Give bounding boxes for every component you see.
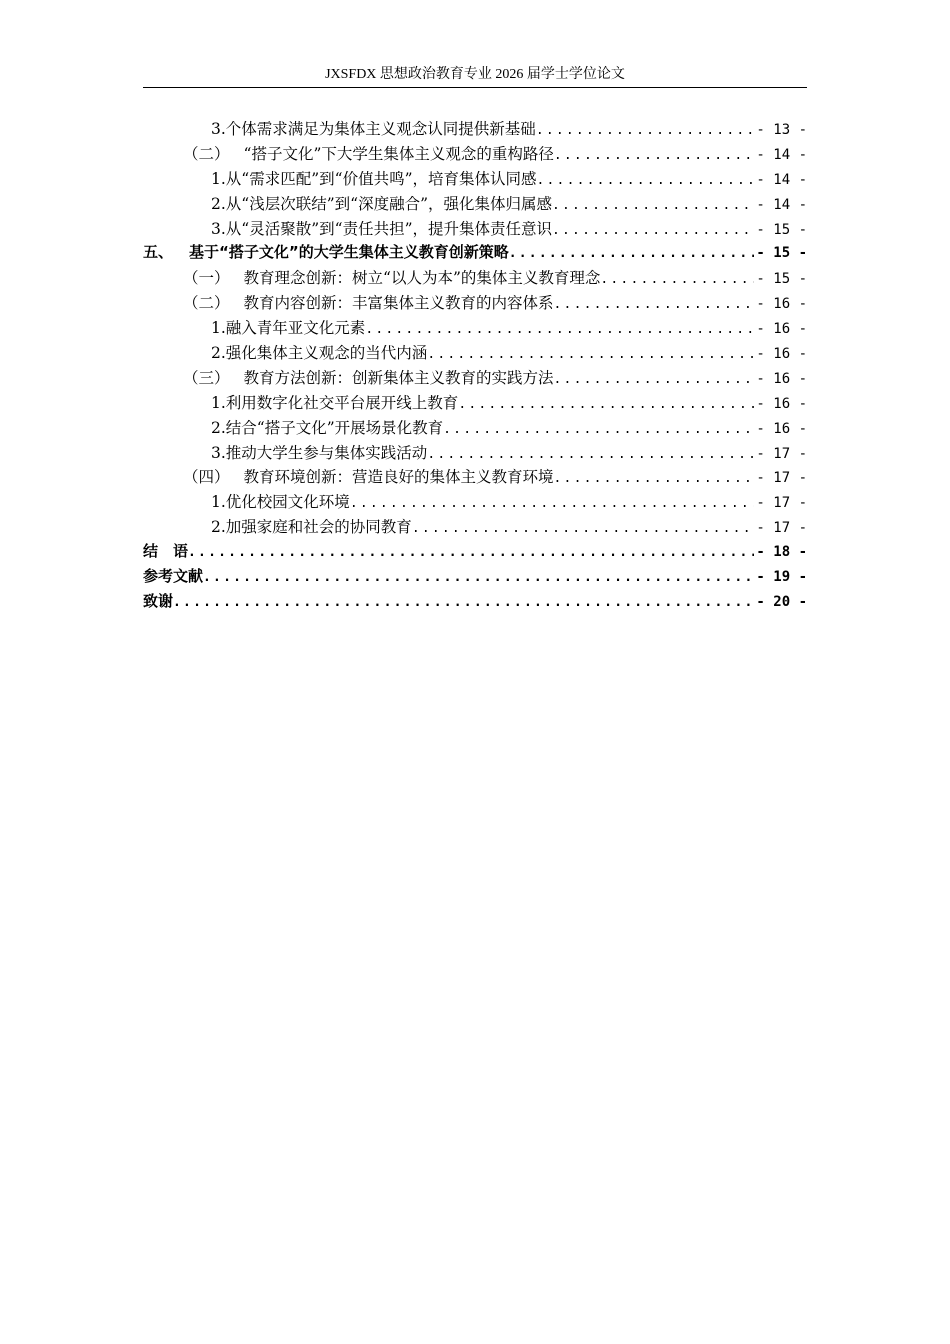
toc-entry-page: - 14 - bbox=[756, 171, 807, 188]
toc-entry-label bbox=[211, 117, 536, 139]
toc-leader-dots bbox=[365, 322, 754, 337]
toc-leader-dots bbox=[552, 223, 754, 238]
toc-entry-title: 结 语 bbox=[143, 542, 189, 561]
toc-entry[interactable] bbox=[143, 465, 807, 490]
toc-entry-label bbox=[211, 167, 537, 189]
toc-entry-number: 2. bbox=[211, 344, 226, 363]
toc-entry-page: - 15 - bbox=[756, 271, 807, 288]
toc-entry-number: 1. bbox=[211, 493, 226, 512]
toc-entry[interactable] bbox=[143, 416, 807, 441]
toc-entry-page: - 17 - bbox=[756, 445, 807, 462]
toc-entry-title: 致谢 bbox=[143, 591, 174, 610]
toc-entry-number: （二） bbox=[183, 144, 230, 163]
toc-leader-dots bbox=[427, 347, 754, 362]
header-title: JXSFDX 思想政治教育专业 2026 届学士学位论文 bbox=[325, 67, 625, 82]
toc-entry[interactable] bbox=[143, 117, 807, 142]
toc-entry[interactable] bbox=[143, 142, 807, 167]
toc-leader-dots bbox=[443, 422, 754, 437]
toc-entry-label bbox=[211, 441, 427, 463]
toc-entry-page: - 15 - bbox=[756, 221, 807, 238]
toc-entry[interactable] bbox=[143, 391, 807, 416]
toc-leader-dots bbox=[509, 246, 755, 261]
toc-entry-label bbox=[211, 341, 427, 363]
toc-entry-number: 1. bbox=[211, 319, 226, 338]
toc-entry[interactable] bbox=[143, 490, 807, 515]
toc-entry-label bbox=[183, 366, 554, 388]
toc-entry[interactable] bbox=[143, 266, 807, 291]
toc-entry[interactable] bbox=[143, 241, 807, 266]
toc-entry-label bbox=[143, 565, 203, 586]
toc-entry-page: - 17 - bbox=[756, 470, 807, 487]
toc-leader-dots bbox=[552, 198, 754, 213]
toc-entry-label bbox=[183, 465, 554, 487]
toc-entry-page: - 16 - bbox=[756, 420, 807, 437]
toc-entry-label bbox=[211, 217, 552, 239]
toc-entry-number: （一） bbox=[183, 269, 230, 288]
toc-leader-dots bbox=[173, 595, 754, 610]
toc-entry-title: 从“需求匹配”到“价值共鸣”，培育集体认同感 bbox=[225, 169, 537, 188]
toc-entry-number: 2. bbox=[211, 418, 226, 437]
toc-entry-page: - 18 - bbox=[756, 544, 807, 561]
toc-entry-title: 教育环境创新：营造良好的集体主义教育环境 bbox=[243, 468, 554, 487]
toc-entry-page: - 14 - bbox=[756, 146, 807, 163]
toc-leader-dots bbox=[350, 496, 755, 511]
toc-entry-title: 利用数字化社交平台展开线上教育 bbox=[225, 393, 459, 412]
toc-entry-page: - 15 - bbox=[756, 245, 807, 262]
toc-entry-page: - 16 - bbox=[756, 395, 807, 412]
toc-entry-label bbox=[143, 241, 509, 262]
toc-leader-dots bbox=[600, 272, 754, 287]
toc-entry-number: 3. bbox=[211, 120, 226, 138]
toc-entry[interactable] bbox=[143, 341, 807, 366]
toc-entry[interactable] bbox=[143, 515, 807, 540]
toc-entry-page: - 20 - bbox=[756, 593, 807, 610]
toc-entry[interactable] bbox=[143, 316, 807, 341]
toc-entry-title: “搭子文化”下大学生集体主义观念的重构路径 bbox=[243, 144, 554, 163]
toc-entry-number: 1. bbox=[211, 393, 226, 412]
toc-entry[interactable] bbox=[143, 441, 807, 466]
toc-entry-title: 教育理念创新：树立“以人为本”的集体主义教育理念 bbox=[243, 269, 601, 288]
toc-entry-title: 基于“搭子文化”的大学生集体主义教育创新策略 bbox=[189, 243, 509, 262]
toc-entry-label bbox=[211, 192, 552, 214]
toc-entry-title: 从“灵活聚散”到“责任共担”，提升集体责任意识 bbox=[225, 219, 552, 238]
toc-entry-number: （三） bbox=[183, 368, 230, 387]
toc-leader-dots bbox=[427, 447, 754, 462]
toc-entry-number: （二） bbox=[183, 294, 230, 313]
toc-entry-title: 教育内容创新：丰富集体主义教育的内容体系 bbox=[243, 294, 554, 313]
toc-entry-title: 结合“搭子文化”开展场景化教育 bbox=[225, 418, 444, 437]
toc-entry-page: - 16 - bbox=[756, 346, 807, 363]
toc-entry-number: 2. bbox=[211, 518, 226, 537]
toc-leader-dots bbox=[412, 521, 755, 536]
toc-entry-title: 从“浅层次联结”到“深度融合”，强化集体归属感 bbox=[225, 194, 552, 213]
toc-entry-label bbox=[143, 590, 173, 611]
toc-entry[interactable] bbox=[143, 590, 807, 615]
toc-leader-dots bbox=[203, 570, 754, 585]
page-header bbox=[143, 66, 807, 84]
toc-entry-title: 教育方法创新：创新集体主义教育的实践方法 bbox=[243, 368, 554, 387]
toc-entry-label bbox=[183, 291, 554, 313]
toc-entry[interactable] bbox=[143, 192, 807, 217]
toc-leader-dots bbox=[554, 372, 755, 387]
table-of-contents bbox=[143, 117, 807, 615]
toc-leader-dots bbox=[537, 173, 755, 188]
toc-leader-dots bbox=[554, 471, 755, 486]
toc-entry-page: - 16 - bbox=[756, 321, 807, 338]
toc-leader-dots bbox=[554, 297, 755, 312]
toc-entry[interactable] bbox=[143, 217, 807, 242]
toc-entry-title: 强化集体主义观念的当代内涵 bbox=[225, 344, 428, 363]
toc-entry-number: 五、 bbox=[143, 243, 174, 262]
toc-entry[interactable] bbox=[143, 291, 807, 316]
toc-entry-page: - 13 - bbox=[756, 122, 807, 138]
toc-entry-label bbox=[211, 515, 412, 537]
toc-entry-label bbox=[143, 540, 188, 561]
toc-entry-number: （四） bbox=[183, 468, 230, 487]
toc-entry[interactable] bbox=[143, 540, 807, 565]
toc-leader-dots bbox=[536, 123, 755, 138]
toc-entry-title: 推动大学生参与集体实践活动 bbox=[225, 443, 428, 462]
toc-entry-label bbox=[183, 142, 554, 164]
toc-entry-title: 参考文献 bbox=[143, 567, 204, 586]
toc-entry-page: - 17 - bbox=[756, 495, 807, 512]
toc-leader-dots bbox=[458, 397, 754, 412]
toc-entry-number: 1. bbox=[211, 169, 226, 188]
toc-leader-dots bbox=[554, 148, 755, 163]
header-divider bbox=[143, 87, 807, 88]
toc-entry[interactable] bbox=[143, 366, 807, 391]
toc-entry-label bbox=[211, 416, 443, 438]
toc-entry-title: 个体需求满足为集体主义观念认同提供新基础 bbox=[225, 120, 536, 138]
toc-entry-label bbox=[211, 316, 365, 338]
toc-entry-page: - 14 - bbox=[756, 196, 807, 213]
toc-entry-label bbox=[211, 490, 350, 512]
toc-entry[interactable] bbox=[143, 565, 807, 590]
toc-entry-number: 3. bbox=[211, 443, 226, 462]
toc-entry-title: 加强家庭和社会的协同教育 bbox=[225, 518, 412, 537]
toc-entry-page: - 16 - bbox=[756, 296, 807, 313]
toc-entry-number: 2. bbox=[211, 194, 226, 213]
toc-entry-page: - 19 - bbox=[756, 569, 807, 586]
toc-entry-number: 3. bbox=[211, 219, 226, 238]
toc-entry-page: - 16 - bbox=[756, 370, 807, 387]
toc-entry-page: - 17 - bbox=[756, 520, 807, 537]
toc-entry-label bbox=[183, 266, 600, 288]
toc-entry-title: 融入青年亚文化元素 bbox=[225, 319, 366, 338]
toc-entry-title: 优化校园文化环境 bbox=[225, 493, 350, 512]
toc-leader-dots bbox=[188, 545, 754, 560]
toc-entry-label bbox=[211, 391, 458, 413]
toc-entry[interactable] bbox=[143, 167, 807, 192]
